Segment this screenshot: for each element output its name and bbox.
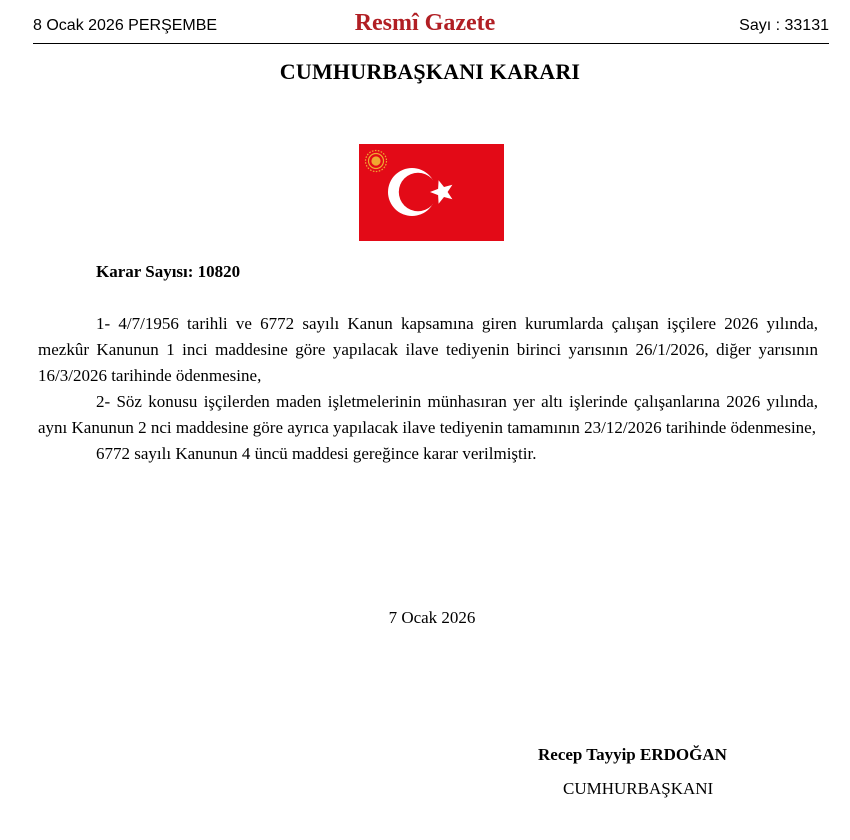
gazette-date: 8 Ocak 2026 PERŞEMBE <box>33 17 218 34</box>
gazette-issue-number: Sayı : 33131 <box>739 17 829 34</box>
signer-name: Recep Tayyip ERDOĞAN <box>538 745 727 764</box>
document-title: CUMHURBAŞKANI KARARI <box>279 59 581 84</box>
header-divider <box>33 43 829 44</box>
turkish-flag-icon <box>359 144 504 241</box>
paragraph-3: 6772 sayılı Kanunun 4 üncü maddesi gereğince karar verilmiştir. <box>96 444 537 463</box>
paragraph-2: 2- Söz konusu işçilerden maden işletmelerinin münhasıran yer altı işlerinde çalışanlarına 2026 yılında, aynı Kanunun 2 nci maddesine göre ayrıca yapılacak ilave tediyenin tamamının 23/12/2026 tarihinde ödenmesine, <box>38 392 818 437</box>
decision-date: 7 Ocak 2026 <box>388 608 476 627</box>
paragraph-1: 1- 4/7/1956 tarihli ve 6772 sayılı Kanun kapsamına giren kurumlarda çalışan işçilere 2026 yılında, mezkûr Kanunun 1 inci maddesine göre yapılacak ilave tediyenin birinci yarısının 26/1/2026, diğer yarısının 16/3/2026 tarihinde ödenmesine, <box>38 314 818 385</box>
gazette-name: Resmî Gazete <box>354 10 496 36</box>
decision-body <box>38 311 818 467</box>
signer-title: CUMHURBAŞKANI <box>563 779 714 798</box>
decision-number: Karar Sayısı: 10820 <box>96 262 241 281</box>
